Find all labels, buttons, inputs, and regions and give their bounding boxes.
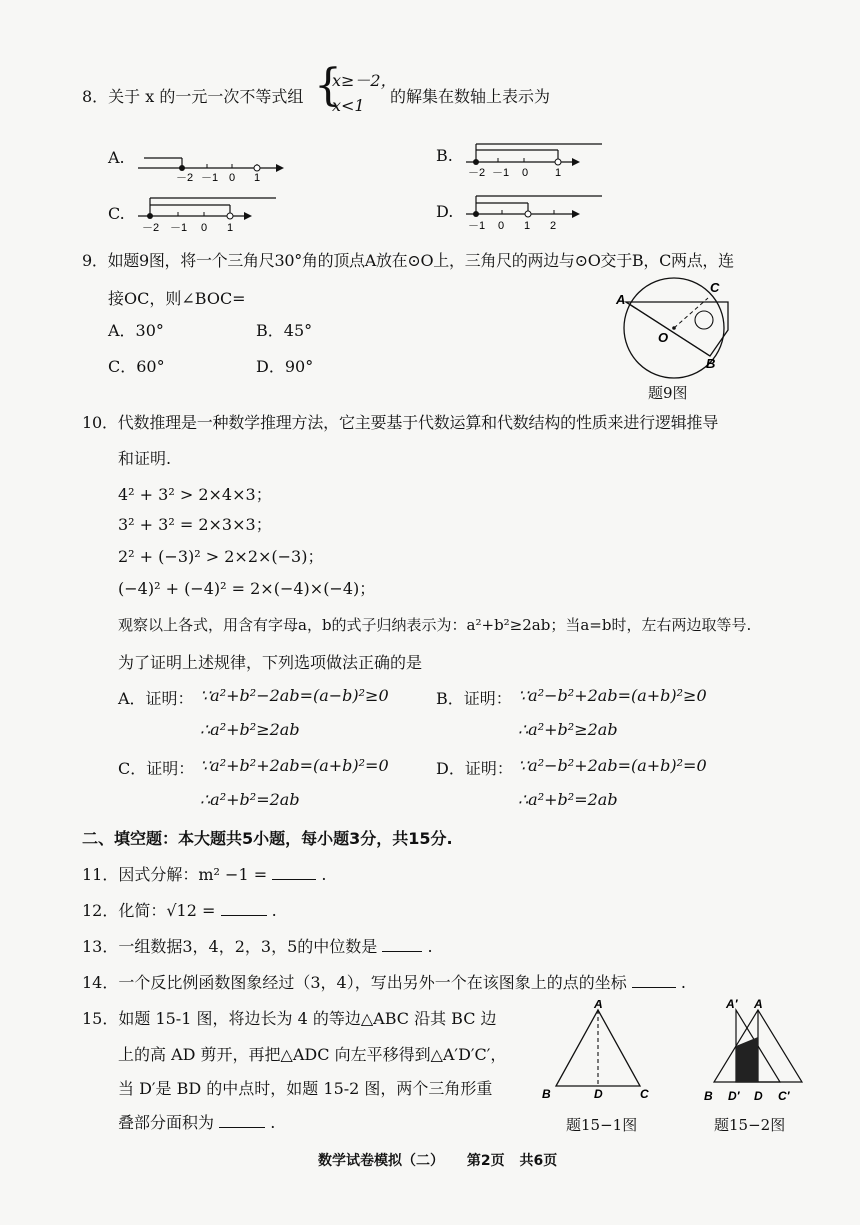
q8-c-tick: 0 (201, 222, 208, 232)
q11 (82, 862, 326, 885)
q8-system-brace: { (314, 60, 342, 111)
q9-option-d: D．90° (256, 357, 314, 376)
q8-option-b (436, 146, 606, 186)
q14-text: 14．一个反比例函数图象经过（3，4），写出另外一个在该图象上的点的坐标 (82, 973, 627, 992)
q9-line-1: 9．如题9图，将一个三角尺30°角的顶点A放在⊙O上，三角尺的两边与⊙O交于B，C两点，连 (82, 251, 734, 270)
q10-prove: 为了证明上述规律，下列选项做法正确的是 (118, 653, 423, 672)
footer-total: 共6页 (519, 1153, 558, 1169)
q8-inequality-1: x≥－2， (332, 71, 397, 90)
q10-formula-1: 4² + 3² > 2×4×3； (118, 485, 272, 504)
q10-formula-4: (−4)² + (−4)² = 2×(−4)×(−4)； (118, 579, 376, 598)
q15-end: . (270, 1113, 276, 1132)
q8-d-tick: 1 (524, 220, 531, 230)
q8-b-tick: 0 (522, 167, 529, 176)
q10-line-1: 10．代数推理是一种数学推理方法，它主要基于代数运算和代数结构的性质来进行逻辑推导 (82, 413, 719, 432)
q15-line-1: 15．如题 15-1 图，将边长为 4 的等边△ABC 沿其 BC 边 (82, 1009, 497, 1028)
q8-number-line-b (462, 136, 612, 176)
q13-end: . (427, 937, 433, 956)
q10-option-b-label: B．证明： (436, 689, 512, 708)
q8-inequality-2: x<1 (332, 96, 365, 115)
q15-line-4 (118, 1110, 275, 1133)
q12-answer-blank[interactable] (221, 901, 267, 916)
q13-answer-blank[interactable] (382, 937, 422, 952)
q15-figure-1 (540, 1000, 660, 1100)
q10-option-a-line-2: ∴a²+b²≥2ab (200, 720, 300, 739)
q8-c-tick: －2 (142, 222, 160, 232)
footer-page: 第2页 (466, 1153, 505, 1169)
q15-fig2-label-d1: D′ (728, 1089, 740, 1103)
q10-line-2: 和证明. (118, 449, 172, 468)
q15-line-3: 当 D′是 BD 的中点时，如题 15-2 图，两个三角形重 (118, 1079, 493, 1098)
q9-line-2: 接OC，则∠BOC= (108, 289, 246, 308)
q8-option-d-label: D. (436, 202, 454, 221)
q9-option-b: B．45° (256, 321, 313, 340)
q9-label-a: A (616, 292, 626, 307)
q15-answer-blank[interactable] (219, 1113, 265, 1128)
q8-option-d (436, 202, 606, 242)
q8-stem (82, 84, 303, 107)
section-2-heading: 二、填空题：本大题共5小题，每小题3分，共15分. (82, 829, 453, 848)
q10-option-d-line-1: ∵a²−b²+2ab=(a+b)²=0 (518, 756, 707, 775)
q8-b-tick: －2 (468, 167, 486, 176)
q15-fig1-label-a: A (594, 1000, 603, 1011)
q8-b-tick: －1 (492, 167, 510, 176)
q10-option-b-line-1: ∵a²−b²+2ab=(a+b)²≥0 (518, 686, 707, 705)
q15-fig2-label-b: B (704, 1089, 713, 1103)
q8-c-tick: 1 (227, 222, 234, 232)
q10-observe: 观察以上各式，用含有字母a，b的式子归纳表示为：a²+b²≥2ab；当a=b时，左右两边取等号. (118, 616, 752, 634)
q12-text: 12．化简：√12 = (82, 901, 216, 920)
q9-option-a: A．30° (108, 321, 164, 340)
footer-title: 数学试卷模拟（二） (318, 1153, 444, 1169)
q8-number-line-c (134, 190, 284, 232)
q8-option-c (108, 204, 278, 244)
q15-figure-1-caption: 题15−1图 (566, 1116, 638, 1134)
q8-d-tick: 0 (498, 220, 505, 230)
q14 (82, 970, 686, 993)
q10-formula-3: 2² + (−3)² > 2×2×(−3)； (118, 547, 324, 566)
q15-fig1-label-b: B (542, 1087, 551, 1100)
q11-answer-blank[interactable] (272, 865, 316, 880)
q15-figure-2-caption: 题15−2图 (714, 1116, 786, 1134)
q10-formula-2: 3² + 3² = 2×3×3； (118, 515, 272, 534)
q10-option-d-line-2: ∴a²+b²=2ab (518, 790, 618, 809)
q8-a-tick: 0 (229, 172, 236, 182)
q13 (82, 934, 433, 957)
q8-stem-prefix: 8．关于 x 的一元一次不等式组 (82, 87, 304, 106)
q10-option-c-line-2: ∴a²+b²=2ab (200, 790, 300, 809)
q15-fig2-label-a: A (754, 997, 763, 1011)
q8-number-line-d (462, 188, 612, 230)
q10-option-c-label: C．证明： (118, 759, 195, 778)
q11-end: . (321, 865, 327, 884)
q8-option-b-label: B. (436, 146, 453, 165)
q15-fig2-label-d: D (754, 1089, 763, 1103)
q8-d-tick: －1 (468, 220, 486, 230)
q11-text: 11．因式分解：m² −1 = (82, 865, 268, 884)
q15-fig1-label-d: D (594, 1087, 603, 1100)
q15-figure-2 (700, 996, 810, 1106)
q15-fig2-label-c1: C′ (778, 1089, 790, 1103)
q10-option-d-label: D．证明： (436, 759, 513, 778)
q13-text: 13．一组数据3，4，2，3，5的中位数是 (82, 937, 378, 956)
q9-option-c: C．60° (108, 357, 165, 376)
q8-number-line-a (134, 142, 284, 182)
q10-option-a-line-1: ∵a²+b²−2ab=(a−b)²≥0 (200, 686, 389, 705)
q8-c-tick: －1 (170, 222, 188, 232)
q10-option-a-label: A．证明： (118, 689, 194, 708)
q9-label-c: C (710, 280, 720, 295)
q15-line-4-text: 叠部分面积为 (118, 1113, 215, 1132)
q12 (82, 898, 277, 921)
q8-stem-suffix: 的解集在数轴上表示为 (390, 87, 551, 106)
q15-fig2-label-a1: A′ (726, 997, 738, 1011)
q15-overlap-region (736, 1037, 758, 1082)
q8-option-a-label: A. (108, 148, 125, 167)
q9-label-o: O (658, 330, 669, 345)
q8-a-tick: －2 (176, 172, 194, 182)
q8-b-tick: 1 (555, 167, 562, 176)
q8-a-tick: －1 (201, 172, 219, 182)
q8-option-a (108, 148, 278, 188)
q15-fig1-label-c: C (640, 1087, 649, 1100)
page-footer (318, 1150, 557, 1170)
q9-caption: 题9图 (648, 384, 688, 402)
q10-option-c-line-1: ∵a²+b²+2ab=(a+b)²=0 (200, 756, 389, 775)
q12-end: . (271, 901, 277, 920)
q9-triangle-ruler (626, 302, 728, 356)
q9-figure (606, 272, 766, 382)
q8-option-c-label: C. (108, 204, 125, 223)
q15-line-2: 上的高 AD 剪开，再把△ADC 向左平移得到△A′D′C′， (118, 1045, 507, 1064)
q8-d-tick: 2 (550, 220, 557, 230)
q14-answer-blank[interactable] (632, 973, 676, 988)
q9-label-b: B (706, 356, 716, 371)
q10-option-b-line-2: ∴a²+b²≥2ab (518, 720, 618, 739)
q8-a-tick: 1 (254, 172, 261, 182)
q14-end: . (680, 973, 687, 992)
